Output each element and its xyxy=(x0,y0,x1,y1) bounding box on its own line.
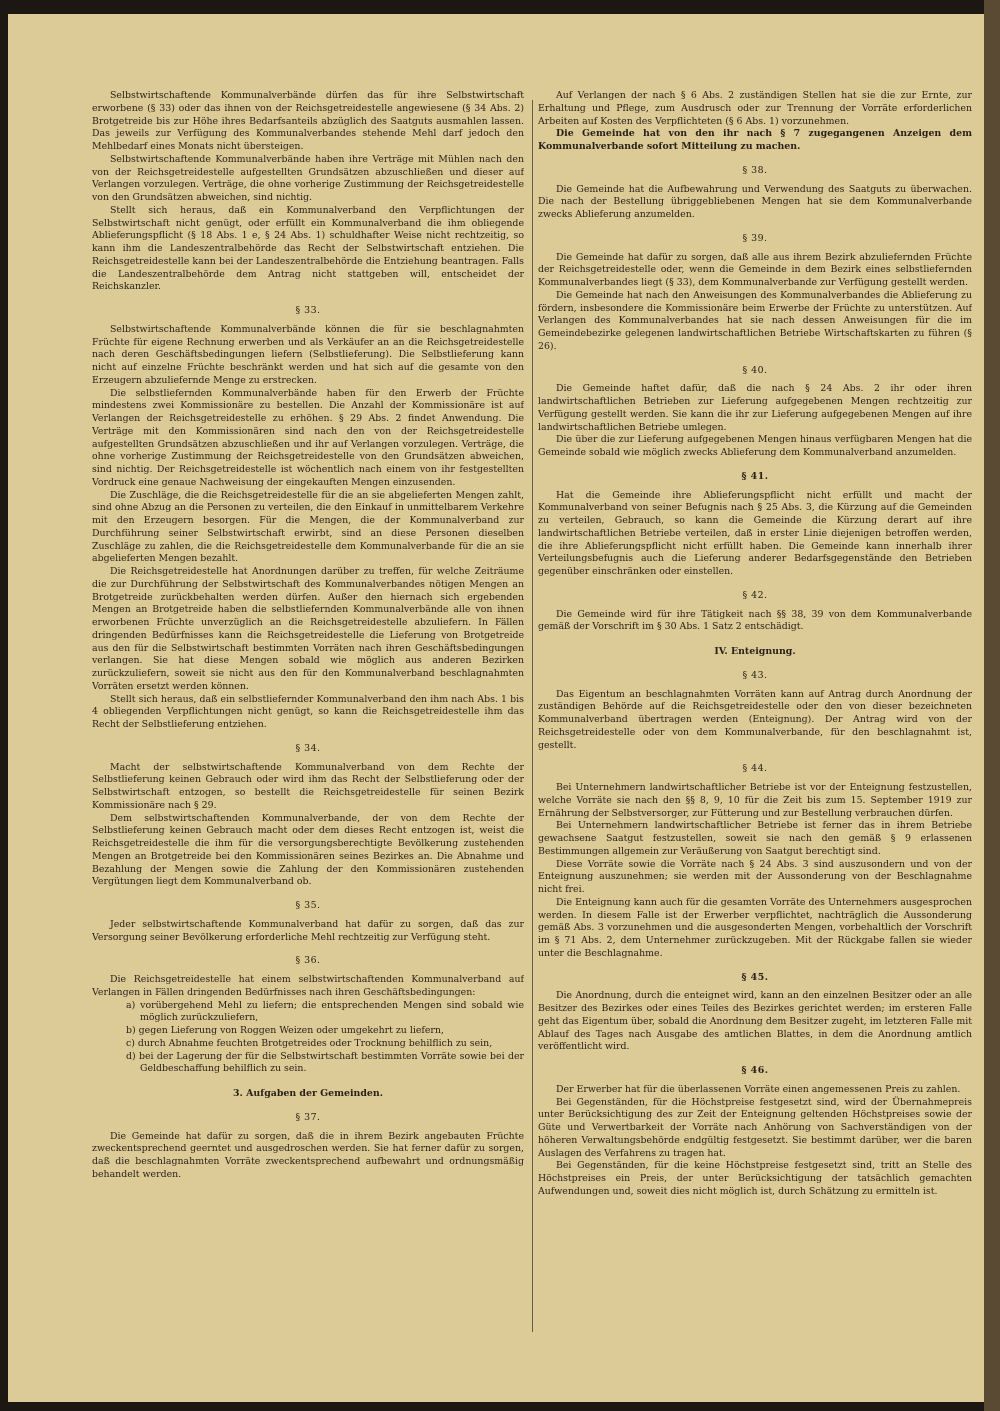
paragraph: Dem selbstwirtschaftenden Kommunalverbande, der von dem Rechte der Selbstlieferung keinen Gebrauch macht oder dem dieses Recht entzogen ist, weist die Reichsgetreidestelle die ihm für die versorgungsberechtigte Bevölkerung zustehenden Mengen an Brotgetreide bei den Kommissionären seines Bezirkes an. Die Abnahme und Bezahlung der Mengen sowie die Zahlung der den Kommissionären zustehenden Vergütungen liegt dem Kommunalverband ob. xyxy=(92,812,524,888)
paragraph: Die selbstliefernden Kommunalverbände haben für den Erwerb der Früchte mindestens zwei Kommissionäre zu bestellen. Die Anzahl der Kommissionäre ist auf Verlangen der Reichsgetreidestelle zu erhöhen. § 29 Abs. 2 findet Anwendung. Die Verträge mit den Kommissionären sind nach den von der Reichsgetreidestelle aufgestellten Grundsätzen abzuschließen und ihr auf Verlangen vorzulegen. Verträge, die ohne vorherige Zustimmung der Reichsgetreidestelle von den Grundsätzen abweichen, sind nichtig. Der Reichsgetreidestelle ist wöchentlich nach einem von ihr festgestellten Vordruck eine genaue Nachweisung der eingekauften Mengen einzusenden. xyxy=(92,387,524,488)
section-number: § 42. xyxy=(742,589,768,601)
list-item: c) durch Abnahme feuchten Brotgetreides oder Trocknung behilflich zu sein, xyxy=(126,1037,493,1049)
section-number: § 34. xyxy=(295,742,321,754)
paragraph: Die Gemeinde hat dafür zu sorgen, daß die in ihrem Bezirk angebauten Früchte zweckentsprechend geerntet und ausgedroschen werden. Sie hat ferner dafür zu sorgen, daß die beschlagnahmten Vorräte zweckentsprechend aufbewahrt und ordnungsmäßig behandelt werden. xyxy=(92,1130,524,1180)
adjacent-page-edge xyxy=(984,0,1000,1411)
column-divider xyxy=(532,100,533,1332)
chapter-heading: IV. Enteignung. xyxy=(714,646,796,657)
list-item: b) gegen Lieferung von Roggen Weizen oder umgekehrt zu liefern, xyxy=(126,1025,444,1036)
chapter-heading: 3. Aufgaben der Gemeinden. xyxy=(233,1088,383,1099)
list-item: d) bei der Lagerung der für die Selbstwirtschaft bestimmten Vorräte sowie bei der Geldbeschaffung behilflich zu sein. xyxy=(126,1050,524,1075)
paragraph: Die Gemeinde haftet dafür, daß die nach § 24 Abs. 2 ihr oder ihren landwirtschaftlichen Betrieben zur Lieferung aufgegebenen Mengen rechtzeitig zur Verfügung gestellt werden. Sie kann die ihr zur Lieferung aufgegebenen Mengen auf ihre landwirtschaftlichen Betriebe umlegen. xyxy=(538,383,972,433)
paragraph: Die über die zur Lieferung aufgegebenen Mengen hinaus verfügbaren Mengen hat die Gemeinde sobald wie möglich zwecks Ablieferung dem Kommunalverband anzumelden. xyxy=(538,434,972,458)
paragraph: Hat die Gemeinde ihre Ablieferungspflicht nicht erfüllt und macht der Kommunalverband von seiner Befugnis nach § 25 Abs. 3, die Kürzung auf die Gemeinden zu verteilen, Gebrauch, so kann die Gemeinde die Kürzung derart auf ihre landwirtschaftlichen Betriebe verteilen, daß in erster Linie diejenigen betroffen werden, die ihre Ablieferungspflicht nicht erfüllt haben. Die Gemeinde kann innerhalb ihrer Verteilungsbefugnis auch die Lieferung anderer Bedarfsgegenstände den Betrieben gegenüber einschränken oder einstellen. xyxy=(538,489,972,577)
right-column xyxy=(538,90,972,1390)
section-number: § 39. xyxy=(742,232,768,244)
paragraph-bold: Die Gemeinde hat von den ihr nach § 7 zugegangenen Anzeigen dem Kommunalverbande sofort Mitteilung zu machen. xyxy=(538,128,972,152)
paragraph: Jeder selbstwirtschaftende Kommunalverband hat dafür zu sorgen, daß das zur Versorgung seiner Bevölkerung erforderliche Mehl rechtzeitig zur Verfügung steht. xyxy=(92,918,524,943)
paragraph: Stellt sich heraus, daß ein Kommunalverband den Verpflichtungen der Selbstwirtschaft nicht genügt, oder erfüllt ein Kommunalverband die ihm obliegende Ablieferungspflicht (§ 18 Abs. 1 e, § 24 Abs. 1) schuldhafter Weise nicht rechtzeitig, so kann ihm die Landeszentralbehörde das Recht der Selbstwirtschaft entziehen. Die Reichsgetreidestelle kann bei der Landeszentralbehörde die Entziehung beantragen. Falls die Landeszentralbehörde dem Antrag nicht stattgeben will, entscheidet der Reichskanzler. xyxy=(92,204,524,293)
paragraph: Die Anordnung, durch die enteignet wird, kann an den einzelnen Besitzer oder an alle Besitzer des Bezirkes oder eines Teiles des Bezirkes gerichtet werden; im ersteren Falle geht das Eigentum über, sobald die Anordnung dem Besitzer zugeht, im letzteren Falle mit Ablauf des Tages nach Ausgabe des amtlichen Blattes, in dem die Anordnung amtlich veröffentlicht wird. xyxy=(538,990,972,1053)
section-number: § 38. xyxy=(742,164,768,176)
section-number: § 36. xyxy=(295,955,321,967)
paragraph: Selbstwirtschaftende Kommunalverbände dürfen das für ihre Selbstwirtschaft erworbene (§ 33) oder das ihnen von der Reichsgetreidestelle angewiesene (§ 34 Abs. 2) Brotgetreide bis zur Höhe ihres Bedarfsanteils abzüglich des Saatguts ausmahlen lassen. Das jeweils zur Verfügung des Kommunalverbandes stehende Mehl darf jedoch den Mehlbedarf eines Monats nicht übersteigen. xyxy=(92,90,524,152)
section-number: § 46. xyxy=(741,1065,769,1076)
paragraph: Selbstwirtschaftende Kommunalverbände können die für sie beschlagnahmten Früchte für eigene Rechnung erwerben und als Verkäufer an an die Reichsgetreidestelle nach deren Geschäftsbedingungen liefern (Selbstlieferung). Die Selbstlieferung kann nicht auf einzelne Früchte beschränkt werden und hat sich auf die gesamte von den Erzeugern abzuliefernde Menge zu erstrecken. xyxy=(92,323,524,386)
section-number: § 44. xyxy=(742,763,768,775)
paragraph: Bei Unternehmern landwirtschaftlicher Betriebe ist vor der Enteignung festzustellen, welche Vorräte sie nach den §§ 8, 9, 10 für die Zeit bis zum 15. September 1919 zur Ernährung der Selbstversorger, zur Fütterung und zur Bestellung verbrauchen dürfen. xyxy=(538,782,972,819)
section-number: § 40. xyxy=(742,364,768,376)
paragraph: Die Reichsgetreidestelle hat Anordnungen darüber zu treffen, für welche Zeiträume die zur Durchführung der Selbstwirtschaft des Kommunalverbandes nötigen Mengen an Brotgetreide zurückbehalten werden dürfen. Außer den hiernach sich ergebenden Mengen an Brotgetreide haben die selbstliefernden Kommunalverbände alle von ihnen erworbenen Früchte unverzüglich an die Reichsgetreidestelle abzuliefern. In Fällen dringenden Bedürfnisses kann die Reichsgetreidestelle die Lieferung von Brotgetreide aus den für die Selbstwirtschaft bestimmten Vorräten nach ihren Geschäftsbedingungen verlangen. Sie hat diese Mengen sobald wie möglich aus anderen Bezirken zurückzuliefern, soweit sie nicht aus den für den Kommunalverband beschlagnahmten Vorräten ersetzt werden können. xyxy=(92,566,524,692)
paragraph: Bei Gegenständen, für die keine Höchstpreise festgesetzt sind, tritt an Stelle des Höchstpreises ein Preis, der unter Berücksichtigung der tatsächlich gemachten Aufwendungen und, soweit dies nicht möglich ist, durch Schätzung zu ermitteln ist. xyxy=(538,1160,972,1197)
paragraph: Der Erwerber hat für die überlassenen Vorräte einen angemessenen Preis zu zahlen. xyxy=(556,1083,961,1095)
paragraph: Auf Verlangen der nach § 6 Abs. 2 zuständigen Stellen hat sie die zur Ernte, zur Erhaltung und Pflege, zum Ausdrusch oder zur Trennung der Vorräte erforderlichen Arbeiten auf Kosten des Verpflichteten (§ 6 Abs. 1) vorzunehmen. xyxy=(538,90,972,127)
paragraph: Die Zuschläge, die die Reichsgetreidestelle für die an sie abgelieferten Mengen zahlt, sind ohne Abzug an die Personen zu verteilen, die den Einkauf in unmittelbarem Verkehre mit den Erzeugern besorgen. Für die Mengen, die der Kommunalverband zur Durchführung seiner Selbstwirtschaft erwirbt, sind an diese Personen dieselben Zuschläge zu zahlen, die die Reichsgetreidestelle dem Kommunalverbande für die an sie abgelieferten Mengen bezahlt. xyxy=(92,489,524,565)
section-number: § 45. xyxy=(741,971,769,983)
section-number: § 35. xyxy=(295,900,321,911)
paragraph: Die Gemeinde hat die Aufbewahrung und Verwendung des Saatguts zu überwachen. Die nach der Bestellung übriggebliebenen Mengen hat sie dem Kommunalverbande zwecks Ablieferung anzumelden. xyxy=(538,183,972,220)
paragraph: Die Gemeinde hat dafür zu sorgen, daß alle aus ihrem Bezirk abzuliefernden Früchte der Reichsgetreidestelle oder, wenn die Gemeinde in dem Bezirk eines selbstliefernden Kommunalverbandes liegt (§ 33), dem Kommunalverbande zur Verfügung gestellt werden. xyxy=(538,251,972,288)
paragraph: Bei Unternehmern landwirtschaftlicher Betriebe ist ferner das in ihrem Betriebe gewachsene Saatgut festzustellen, soweit sie nach den gemäß § 9 erlassenen Bestimmungen allgemein zur Veräußerung von Saatgut berechtigt sind. xyxy=(538,820,972,857)
enumerated-list xyxy=(92,1000,524,1077)
paragraph: Stellt sich heraus, daß ein selbstliefernder Kommunalverband den ihm nach Abs. 1 bis 4 obliegenden Verpflichtungen nicht genügt, so kann die Reichsgetreidestelle ihm das Recht der Selbstlieferung entziehen. xyxy=(92,693,524,730)
left-column xyxy=(92,90,524,1390)
section-number: § 41. xyxy=(741,470,769,482)
section-number: § 43. xyxy=(742,669,768,681)
section-number: § 33. xyxy=(295,305,321,316)
paragraph: Macht der selbstwirtschaftende Kommunalverband von dem Rechte der Selbstlieferung keinen Gebrauch oder wird ihm das Recht der Selbstlieferung oder der Selbstwirtschaft entzogen, so bestellt die Reichsgetreidestelle für seinen Bezirk Kommissionäre nach § 29. xyxy=(92,761,524,811)
page-sheet xyxy=(8,14,984,1402)
paragraph: Die Gemeinde hat nach den Anweisungen des Kommunalverbandes die Ablieferung zu fördern, insbesondere die Kommissionäre beim Erwerbe der Früchte zu unterstützen. Auf Verlangen des Kommunalverbandes hat sie nach dessen Anweisungen für die im Gemeindebezirke gelegenen landwirtschaftlichen Betriebe Wirtschaftskarten zu führen (§ 26). xyxy=(538,289,972,352)
paragraph: Bei Gegenständen, für die Höchstpreise festgesetzt sind, wird der Übernahmepreis unter Berücksichtigung des zur Zeit der Enteignung geltenden Höchstpreises sowie der Güte und Verwertbarkeit der Vorräte nach Anhörung von Sachverständigen von der höheren Verwaltungsbehörde endgültig festgesetzt. Sie bestimmt darüber, wer die baren Auslagen des Verfahrens zu tragen hat. xyxy=(538,1096,972,1159)
paragraph: Das Eigentum an beschlagnahmten Vorräten kann auf Antrag durch Anordnung der zuständigen Behörde auf die Reichsgetreidestelle oder den von dieser bezeichneten Kommunalverband übertragen werden (Enteignung). Der Antrag wird von der Reichsgetreidestelle oder von dem Kommunalverbande, für den beschlagnahmt ist, gestellt. xyxy=(538,688,972,751)
list-item: a) vorübergehend Mehl zu liefern; die entsprechenden Mengen sind sobald wie möglich zurückzuliefern, xyxy=(126,999,524,1024)
section-number: § 37. xyxy=(295,1111,321,1123)
paragraph: Diese Vorräte sowie die Vorräte nach § 24 Abs. 3 sind auszusondern und von der Enteignung auszunehmen; sie werden mit der Aussonderung von der Beschlagnahme nicht frei. xyxy=(538,858,972,895)
paragraph: Die Gemeinde wird für ihre Tätigkeit nach §§ 38, 39 von dem Kommunalverbande gemäß der Vorschrift im § 30 Abs. 1 Satz 2 entschädigt. xyxy=(538,608,972,633)
paragraph: Die Reichsgetreidestelle hat einem selbstwirtschaftenden Kommunalverband auf Verlangen in Fällen dringenden Bedürfnisses nach ihren Geschäftsbedingungen: xyxy=(92,974,524,998)
paragraph: Selbstwirtschaftende Kommunalverbände haben ihre Verträge mit Mühlen nach den von der Reichsgetreidestelle aufgestellten Grundsätzen abzuschließen und dieser auf Verlangen vorzulegen. Verträge, die ohne vorherige Zustimmung der Reichsgetreidestelle von den Grundsätzen abweichen, sind nichtig. xyxy=(92,153,524,203)
paragraph: Die Enteignung kann auch für die gesamten Vorräte des Unternehmers ausgesprochen werden. In diesem Falle ist der Erwerber verpflichtet, nachträglich die Aussonderung gemäß Abs. 3 vorzunehmen und die ausgesonderten Mengen, vorbehaltlich der Vorschrift im § 71 Abs. 2, dem Unternehmer zurückzugeben. Mit der Rückgabe fallen sie wieder unter die Beschlagnahme. xyxy=(538,896,972,959)
